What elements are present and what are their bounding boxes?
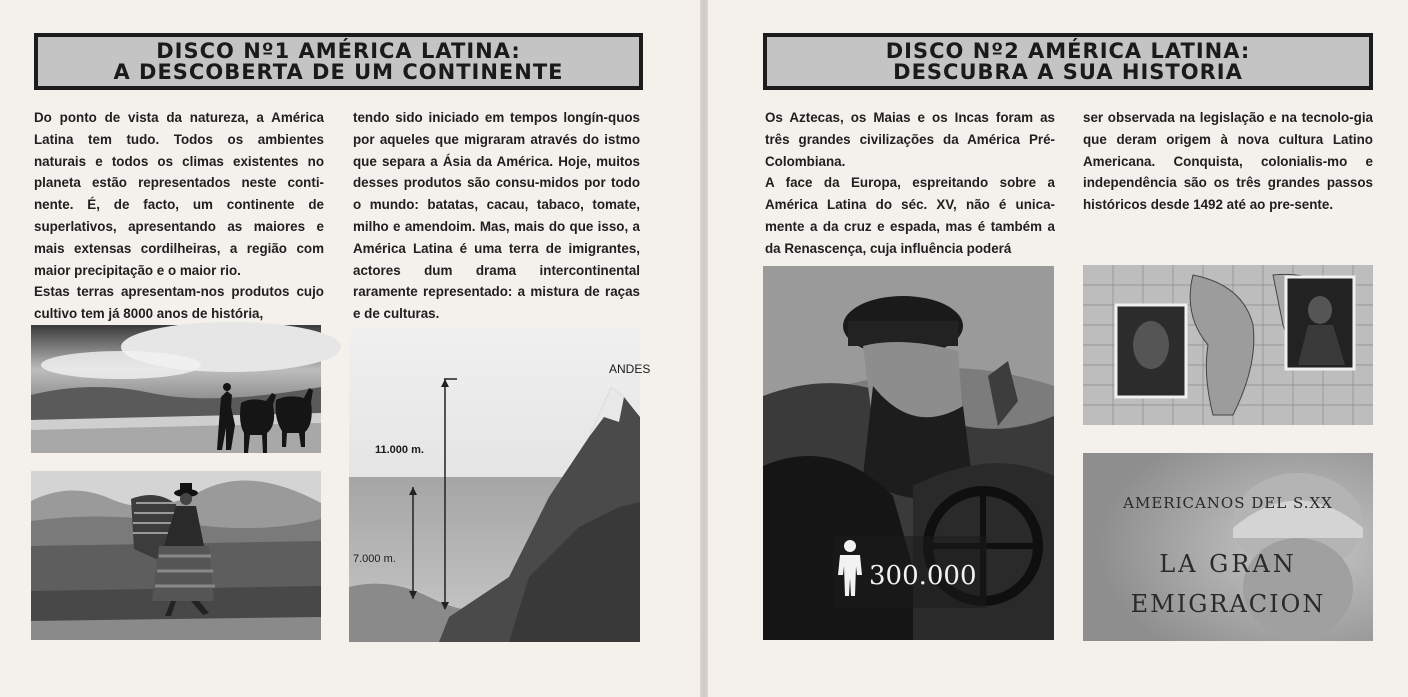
paragraph: Estas terras apresentam-nos produtos cujo cultivo tem já 8000 anos de história, bbox=[34, 284, 324, 322]
left-page bbox=[0, 0, 700, 697]
disc1-text-column-1 bbox=[34, 107, 324, 325]
diagram-label-height: 11.000 m. bbox=[375, 444, 424, 456]
disc2-title-line2: DESCUBRA A SUA HISTORIA bbox=[893, 60, 1243, 84]
book-gutter bbox=[700, 0, 708, 697]
emigration-title-line2: EMIGRACION bbox=[1130, 590, 1326, 618]
historical-map-image bbox=[1083, 265, 1373, 425]
paragraph: A face da Europa, espreitando sobre a América Latina do séc. XV, não é unica-mente a da cruz e espada, mas é também a da Renascença, cuja influência poderá bbox=[765, 175, 1055, 256]
emigration-subtitle: AMERICANOS DEL S.XX bbox=[1123, 494, 1333, 512]
llama-landscape-photo bbox=[31, 325, 321, 453]
paragraph: tendo sido iniciado em tempos longín-quos por aqueles que migraram através do istmo que separa a Ásia da América. Hoje, muitos desses produtos são consu-midos por todo o mundo: batatas, cacau, tabaco, tomate, milho e amendoim. Mas, mais do que isso, a América Latina é uma terra de imigrantes, actores dum drama intercontinental raramente representado: a mistura de raças e de culturas. bbox=[353, 110, 640, 322]
disc2-text-column-2 bbox=[1083, 107, 1373, 216]
diagram-label-andes: ANDES bbox=[609, 362, 651, 376]
disc1-title-line2: A DESCOBERTA DE UM CONTINENTE bbox=[113, 60, 564, 84]
disc2-text-column-1 bbox=[765, 107, 1055, 260]
population-count: 300.000 bbox=[869, 561, 977, 591]
paragraph: Do ponto de vista da natureza, a América Latina tem tudo. Todos os ambientes naturais e todos os climas existentes no planeta estão representados neste conti-nente. É, de facto, um continente de superlativos, apresentando as maiores e mais extensas cordilheiras, a região com maior precipitação e o maior rio. bbox=[34, 110, 324, 278]
disc1-title-line1: DISCO Nº1 AMÉRICA LATINA: bbox=[156, 39, 521, 63]
explorer-portrait-image bbox=[763, 266, 1054, 640]
diagram-label-depth: 7.000 m. bbox=[353, 553, 396, 565]
right-page bbox=[708, 0, 1408, 697]
disc1-banner bbox=[34, 33, 643, 90]
disc2-title-line1: DISCO Nº2 AMÉRICA LATINA: bbox=[885, 39, 1251, 63]
emigration-title-image bbox=[1083, 453, 1373, 641]
andes-depth-diagram bbox=[349, 327, 651, 642]
andean-woman-photo bbox=[31, 471, 321, 640]
disc2-banner bbox=[763, 33, 1373, 90]
emigration-title-line1: LA GRAN bbox=[1159, 550, 1297, 578]
paragraph: Os Aztecas, os Maias e os Incas foram as três grandes civilizações da América Pré-Colombiana. bbox=[765, 110, 1055, 169]
disc1-text-column-2 bbox=[353, 107, 640, 325]
paragraph: ser observada na legislação e na tecnolo-gia que deram origem à nova cultura Latino Americana. Conquista, colonialis-mo e independência são os três grandes passos históricos desde 1492 até ao pre-sente. bbox=[1083, 110, 1373, 213]
